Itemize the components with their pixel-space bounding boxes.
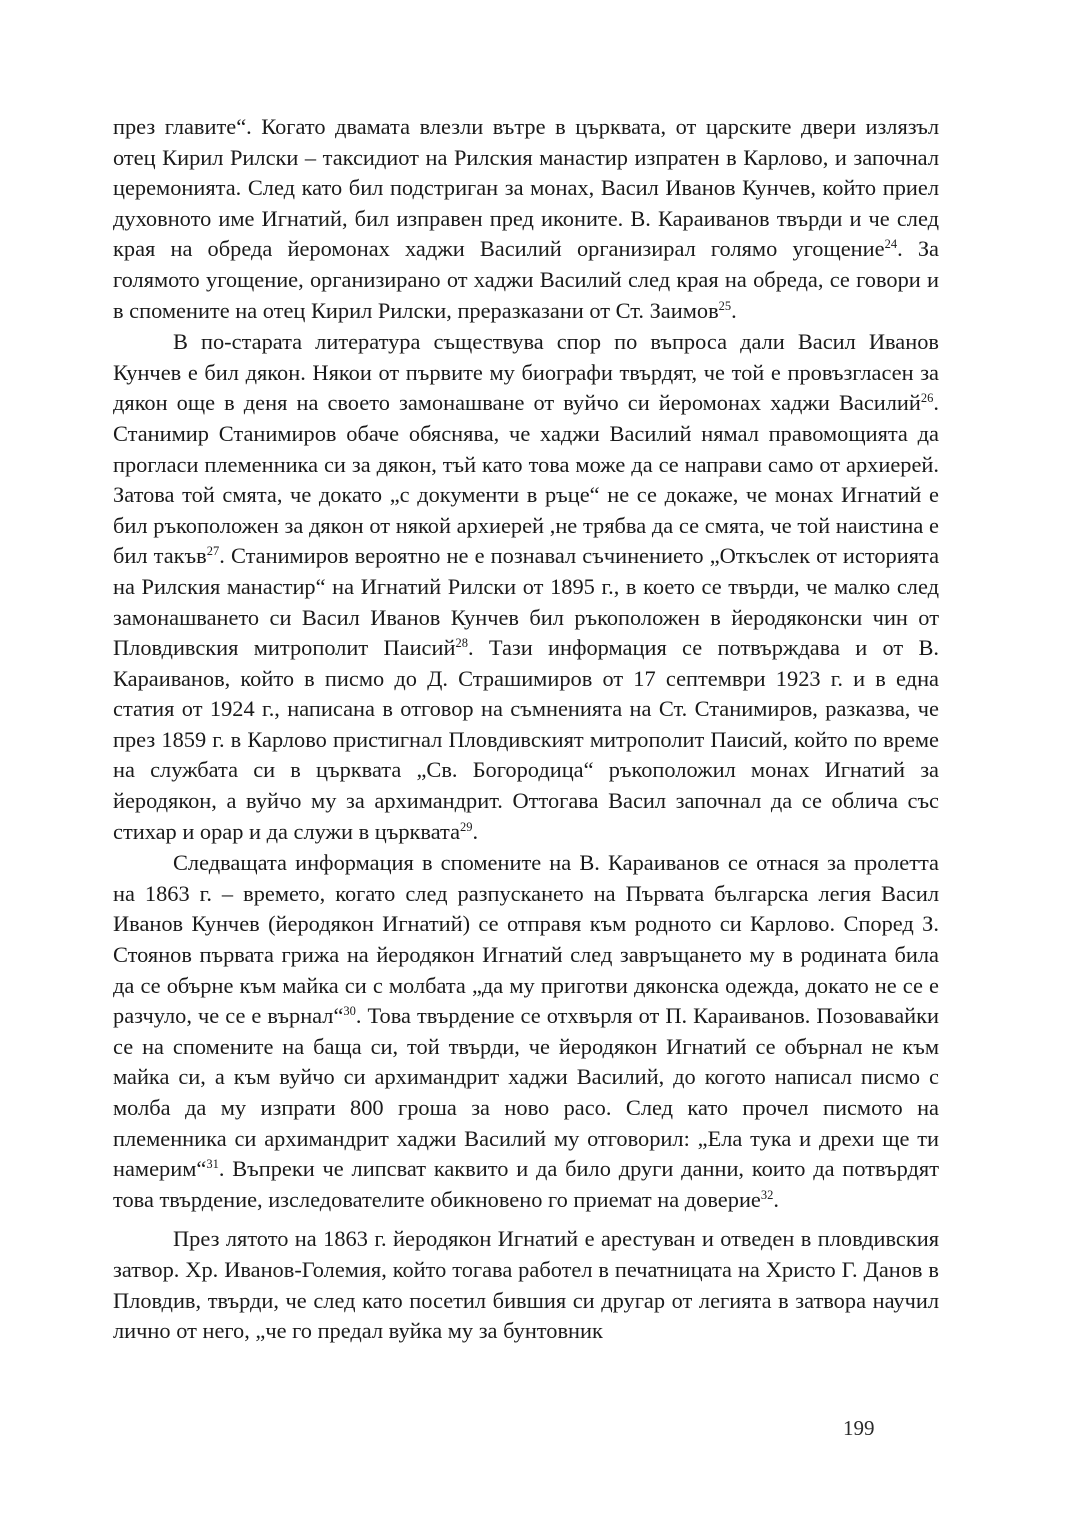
paragraph-4	[113, 1224, 939, 1346]
footnote-ref: 30	[343, 1004, 356, 1019]
footnote-ref: 32	[760, 1187, 774, 1202]
page-number: 199	[843, 1416, 875, 1440]
footnote-ref: 25	[718, 298, 732, 313]
text-run: В по-старата литература съществува спор по въпроса дали Васил Иванов Кунчев е бил дякон. Някои от първите му биографи твърдят, че той е провъзгласен за дякон още в деня на своето замонашване от вуйчо си йеромонах хаджи Василий	[113, 329, 939, 416]
paragraph-2	[113, 327, 939, 847]
text-run: . Тази информация се потвърждава и от В. Караиванов, който в писмо до Д. Страшимиров от 17 септември 1923 г. и в една статия от 1924 г., написана в отговор на съмненията на Ст. Станимиров, разказва, че през 1859 г. в Карлово пристигнал Пловдивският митрополит Паисий, който по време на службата си в църквата „Св. Богородица“ ръкоположил монах Игнатий за йеродякон, а вуйчо му за архимандрит. Оттогава Васил започнал да се облича със стихар и орар и да служи в църквата	[113, 635, 939, 844]
text-run: .	[472, 818, 479, 844]
footnote-ref: 24	[884, 237, 898, 252]
footnote-ref: 29	[460, 819, 473, 834]
text-run: . За голямото угощение, организирано от хаджи Василий след края на обреда, се говори и в спомените на отец Кирил Рилски, преразказани от Ст. Заимов	[113, 236, 939, 323]
footnote-ref: 31	[206, 1157, 219, 1172]
footnote-ref: 28	[455, 636, 468, 651]
text-run: През лятото на 1863 г. йеродякон Игнатий е арестуван и отведен в пловдивския затвор. Хр. Иванов-Големия, който тогава работел в печатницата на Христо Г. Данов в Пловдив, твърди, че след като посетил бившия си другар от легията в затвора научил лично от него, „че го предал вуйка му за бунтовник	[113, 1226, 939, 1344]
footnote-ref: 26	[920, 391, 934, 406]
text-run: . Станимир Станимиров обаче обяснява, че хаджи Василий нямал правомощията да прогласи племенника си за дякон, тъй като това може да се направи само от архиерей. Затова той смята, че докато „с документи в ръце“ не се докаже, че монах Игнатий е бил ръкоположен за дякон от някой архиерей ,не трябва да се смята, че той наистина е бил такъв	[113, 390, 939, 569]
text-run: .	[773, 1186, 779, 1212]
document-page	[113, 112, 939, 1347]
text-run: . Въпреки че липсват каквито и да било други данни, които да потвърдят това твърдение, изследователите обикновено го приемат на доверие	[113, 1156, 939, 1212]
paragraph-1	[113, 112, 939, 326]
text-run: през главите“. Когато двамата влезли вътре в църквата, от царските двери излязъл отец Кирил Рилски – таксидиот на Рилския манастир изпратен в Карлово, и започнал церемонията. След като бил подстриган за монах, Васил Иванов Кунчев, който приел духовното име Игнатий, бил изправен пред иконите. В. Караиванов твърди и че след края на обреда йеромонах хаджи Василий организирал голямо угощение	[113, 114, 939, 262]
text-run: . Това твърдение се отхвърля от П. Караиванов. Позовавайки се на спомените на баща си, той твърди, че йеродякон Игнатий се обърнал не към майка си, а към вуйчо си архимандрит хаджи Василий, до когото написал писмо с молба да му изпрати 800 гроша за ново расо. След като прочел писмото на племенника си архимандрит хаджи Василий му отговорил: „Ела тука и дрехи ще ти намерим“	[113, 1003, 939, 1182]
text-run: .	[731, 297, 737, 323]
text-run: Следващата информация в спомените на В. Караиванов се отнася за пролетта на 1863 г. – времето, когато след разпускането на Първата българска легия Васил Иванов Кунчев (йеродякон Игнатий) се отправя към родното си Карлово. Според З. Стоянов първата грижа на йеродякон Игнатий след завръщането му в родината била да се обърне към майка си с молбата „да му приготви дяконска одежда, докато не се е разчуло, че се е върнал“	[113, 850, 939, 1029]
footnote-ref: 27	[206, 544, 220, 559]
paragraph-3	[113, 848, 939, 1215]
text-run: . Станимиров вероятно не е познавал съчинението „Откъслек от историята на Рилския манастир“ на Игнатий Рилски от 1895 г., в което се твърди, че малко след замонашването си Васил Иванов Кунчев бил ръкоположен в йеродяконски чин от Пловдивския митрополит Паисий	[113, 543, 940, 661]
